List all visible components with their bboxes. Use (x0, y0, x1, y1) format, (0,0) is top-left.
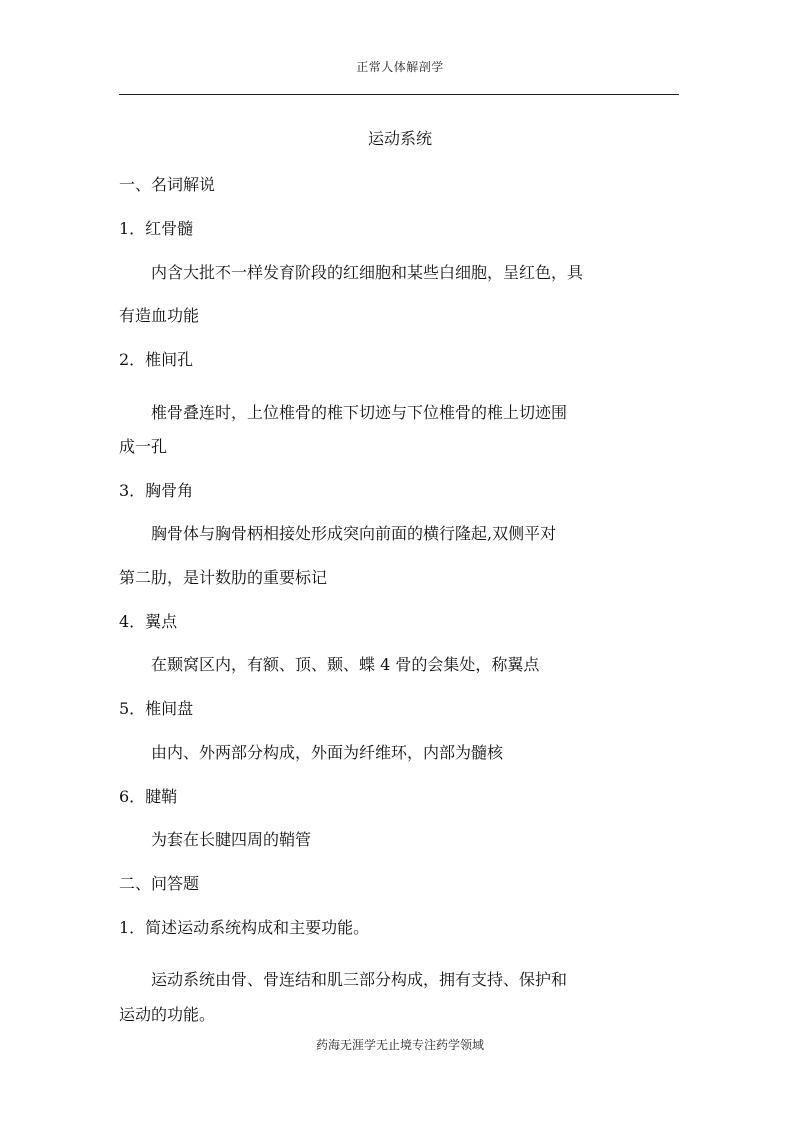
term-1: 1．红骨髓 (119, 219, 194, 238)
term-3: 3．胸骨角 (119, 481, 194, 500)
term-5: 5．椎间盘 (119, 699, 194, 718)
definition-6: 为套在长腱四周的鞘管 (151, 830, 312, 849)
definition-4: 在颞窝区内，有额、顶、颞、蝶 4 骨的会集处，称翼点 (151, 655, 540, 674)
term-6: 6．腱鞘 (119, 787, 178, 806)
definition-1-line-1: 内含大批不一样发育阶段的红细胞和某些白细胞，呈红色，具 (151, 263, 584, 282)
page-footer: 药海无涯学无止境专注药学领域 (315, 1038, 484, 1052)
page-header: 正常人体解剖学 (356, 60, 444, 74)
header-divider (119, 94, 679, 95)
document-title: 运动系统 (367, 129, 432, 148)
definition-1-line-2: 有造血功能 (119, 306, 200, 325)
answer-1-line-2: 运动的功能。 (119, 1005, 216, 1024)
answer-1-line-1: 运动系统由骨、骨连结和肌三部分构成，拥有支持、保护和 (151, 970, 568, 989)
definition-2-line-1: 椎骨叠连时，上位椎骨的椎下切迹与下位椎骨的椎上切迹围 (151, 403, 568, 422)
term-2: 2．椎间孔 (119, 350, 194, 369)
definition-5: 由内、外两部分构成，外面为纤维环，内部为髓核 (151, 743, 504, 762)
definition-3-line-1: 胸骨体与胸骨柄相接处形成突向前面的横行隆起,双侧平对 (151, 524, 557, 543)
section-heading-questions: 二、问答题 (119, 874, 200, 893)
definition-2-line-2: 成一孔 (119, 437, 168, 456)
term-4: 4．翼点 (119, 612, 178, 631)
definition-3-line-2: 第二肋，是计数肋的重要标记 (119, 568, 328, 587)
question-1: 1．简述运动系统构成和主要功能。 (119, 918, 370, 937)
section-heading-definitions: 一、名词解说 (119, 175, 216, 194)
